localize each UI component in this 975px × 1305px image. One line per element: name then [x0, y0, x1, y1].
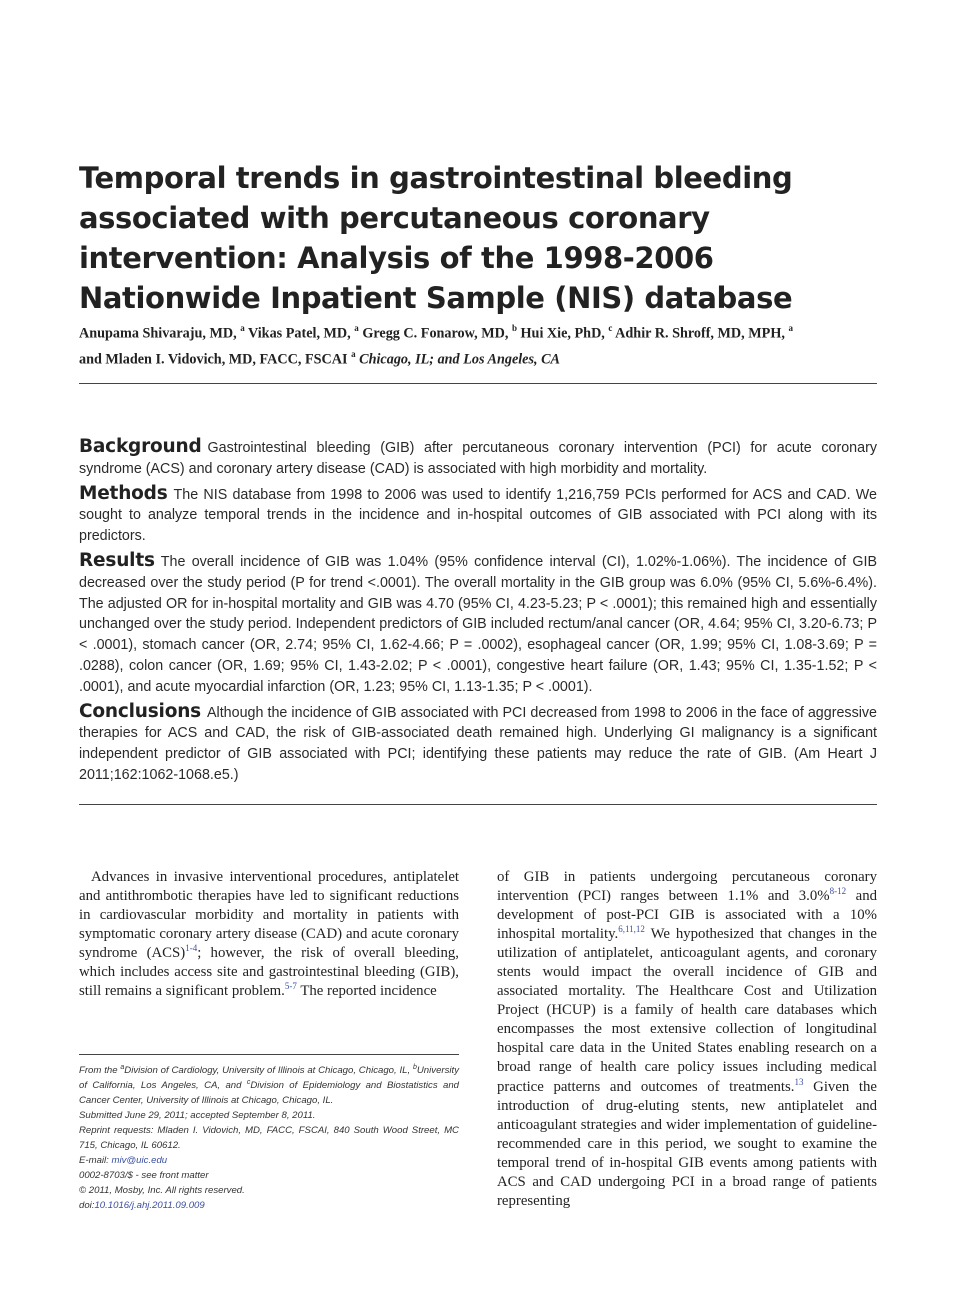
author-name: Gregg C. Fonarow, MD,	[362, 325, 509, 342]
abstract-results	[79, 551, 877, 698]
author-affiliation-mark: c	[608, 323, 613, 333]
abstract-background	[79, 437, 877, 480]
submitted-note: Submitted June 29, 2011; accepted September 8, 2011.	[79, 1110, 316, 1121]
citation-link[interactable]: 13	[794, 1076, 804, 1087]
abstract-heading: Results	[79, 549, 155, 571]
article-title: Temporal trends in gastrointestinal bleeding associated with percutaneous coronary intervention: Analysis of the 1998-2006 Nationwide Inpatient Sample (NIS) database	[79, 161, 793, 315]
body-column-right	[497, 868, 877, 1211]
abstract-methods	[79, 484, 877, 547]
author-affiliation-mark: a	[240, 323, 245, 333]
copyright-note: © 2011, Mosby, Inc. All rights reserved.	[79, 1185, 245, 1196]
issn-note: 0002-8703/$ - see front matter	[79, 1170, 209, 1181]
author-name: and Mladen I. Vidovich, MD, FACC, FSCAI	[79, 351, 348, 368]
body-text: of GIB in patients undergoing percutaneous coronary intervention (PCI) ranges between 1.1% and 3.0%	[497, 869, 877, 905]
author-name: Adhir R. Shroff, MD, MPH,	[615, 325, 785, 342]
citation-link[interactable]: 6,11,12	[618, 924, 645, 935]
abstract-text: The NIS database from 1998 to 2006 was used to identify 1,216,759 PCIs performed for ACS and CAD. We sought to analyze temporal trends in the incidence and in-hospital outcomes of GIB associated with PCI along with its predictors.	[79, 486, 877, 545]
footnote-text: Division of Cardiology, University of Illinois at Chicago, Chicago, IL,	[124, 1065, 413, 1076]
abstract-text: Gastrointestinal bleeding (GIB) after percutaneous coronary intervention (PCI) for acute coronary syndrome (ACS) and coronary artery disease (CAD) is associated with high morbidity and mortality.	[79, 440, 877, 477]
affiliation-mark: b	[412, 1063, 417, 1071]
affiliations-note	[79, 1063, 459, 1108]
email-link[interactable]: miv@uic.edu	[111, 1155, 168, 1166]
affiliation-mark: c	[246, 1078, 251, 1086]
footnotes	[79, 1063, 459, 1213]
email-note	[79, 1153, 459, 1168]
body-text: and development of post-PCI GIB is associated with a 10% inhospital mortality.	[497, 888, 877, 943]
abstract-text: Although the incidence of GIB associated with PCI decreased from 1998 to 2006 in the face of aggressive therapies for ACS and CAD, the risk of GIB-associated death remained high. Underlying GI malignancy is a significant independent predictor of GIB associated with PCI; identifying these patients may reduce the rate of GIB. (Am Heart J 2011;162:1062-1068.e5.)	[79, 704, 877, 783]
abstract-heading: Methods	[79, 482, 168, 504]
footnote-text: From the	[79, 1065, 121, 1076]
footnote-text: University of California, Los Angeles, CA, and	[79, 1065, 459, 1091]
abstract-heading: Conclusions	[79, 700, 201, 722]
footnote-text: doi:	[79, 1200, 95, 1211]
body-text: ; however, the risk of overall bleeding, which includes access site and gastrointestinal bleeding (GIB), still remains a significant problem.	[79, 945, 459, 1000]
reprint-note: Reprint requests: Mladen I. Vidovich, MD, FACC, FSCAI, 840 South Wood Street, MC 715, Chicago, IL 60612.	[79, 1125, 459, 1151]
citation-link[interactable]: 5-7	[284, 981, 297, 992]
footnote-text: Division of Epidemiology and Biostatistics and Cancer Center, University of Illinois at Chicago, Chicago, IL.	[79, 1080, 459, 1106]
citation-link[interactable]: 8-12	[829, 886, 847, 897]
footnote-text: E-mail:	[79, 1155, 112, 1166]
affiliation-mark: a	[120, 1063, 125, 1071]
doi-note	[79, 1198, 459, 1213]
abstract	[79, 437, 877, 790]
author-list	[79, 319, 879, 370]
author-name: Anupama Shivaraju, MD,	[79, 325, 237, 342]
abstract-divider	[79, 804, 877, 805]
body-text: The reported incidence	[296, 983, 437, 1000]
body-column-left	[79, 868, 459, 1001]
author-affiliation-mark: a	[354, 323, 359, 333]
body-text: We hypothesized that changes in the utilization of antiplatelet, anticoagulant agents, and coronary stents would impact the overall incidence of GIB and associated mortality. The Healthcare Cost and Utilization Project (HCUP) is a family of health care databases which encompasses the most extensive collection of longitudinal hospital care data in the United States enabling research on a broad range of health care policy issues including medical practice patterns and outcomes of treatments.	[497, 926, 878, 1095]
abstract-conclusions	[79, 702, 877, 786]
author-location: Chicago, IL; and Los Angeles, CA	[359, 351, 561, 368]
author-affiliation-mark: a	[788, 323, 793, 333]
doi-link[interactable]: 10.1016/j.ahj.2011.09.009	[94, 1200, 205, 1211]
body-text: Given the introduction of drug-eluting stents, new antiplatelet and anticoagulant strategies and wider implementation of guideline-recommended care in this period, we sought to examine the temporal trend of in-hospital GIB events among patients with ACS and CAD undergoing PCI in a broad range of patients representing	[497, 1078, 878, 1209]
abstract-text: The overall incidence of GIB was 1.04% (95% confidence interval (CI), 1.02%-1.06%). The incidence of GIB decreased over the study period (P for trend <.0001). The overall mortality in the GIB group was 6.0% (95% CI, 5.6%-6.4%). The adjusted OR for in-hospital mortality and GIB was 4.70 (95% CI, 4.23-5.23; P < .0001); this remained high and essentially unchanged over the study period. Independent predictors of GIB included rectum/anal cancer (OR, 4.64; 95% CI, 3.20-6.73; P < .0001), stomach cancer (OR, 2.74; 95% CI, 1.62-4.66; P = .0002), esophageal cancer (OR, 1.99; 95% CI, 1.08-3.69; P = .0288), colon cancer (OR, 1.69; 95% CI, 1.43-2.02; P < .0001), congestive heart failure (OR, 1.43; 95% CI, 1.35-1.52; P < .0001), and acute myocardial infarction (OR, 1.23; 95% CI, 1.13-1.35; P < .0001).	[79, 553, 877, 695]
author-affiliation-mark: a	[351, 348, 356, 359]
author-name: Vikas Patel, MD,	[248, 325, 351, 342]
author-name: Hui Xie, PhD,	[520, 325, 605, 342]
author-affiliation-mark: b	[511, 323, 517, 333]
abstract-heading: Background	[79, 436, 202, 457]
header-divider	[79, 383, 877, 384]
citation-link[interactable]: 1-4	[185, 943, 198, 954]
footnote-divider	[79, 1054, 459, 1055]
body-text: Advances in invasive interventional procedures, antiplatelet and antithrombotic therapies have led to significant reductions in cardiovascular morbidity and mortality in patients with symptomatic coronary artery disease (CAD) and acute coronary syndrome (ACS)	[79, 869, 459, 962]
